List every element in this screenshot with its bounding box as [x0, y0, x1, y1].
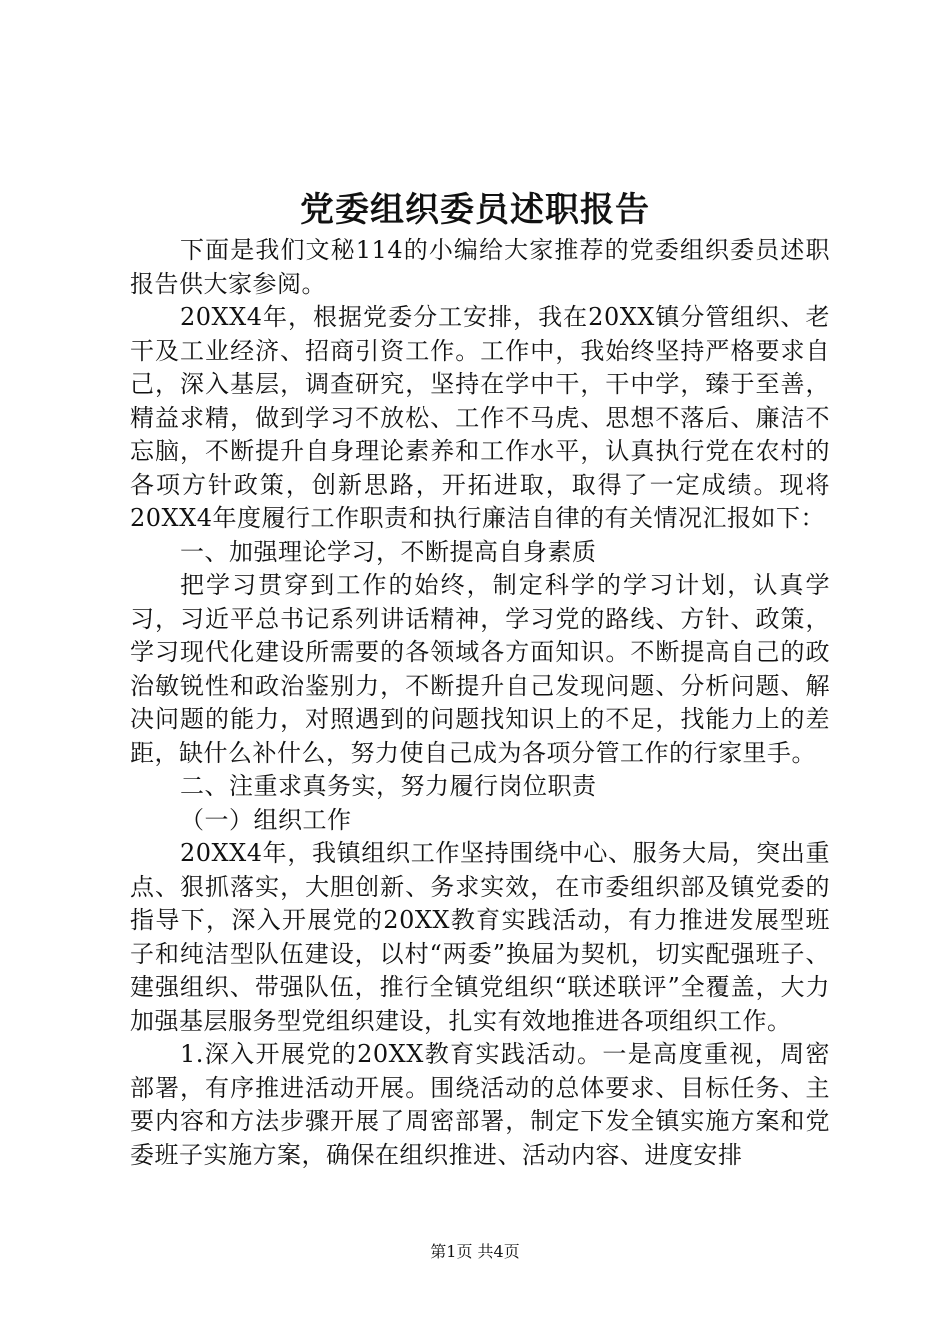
section-heading-1: 一、加强理论学习，不断提高自身素质 [180, 537, 597, 566]
section-heading-2: 二、注重求真务实，努力履行岗位职责 [180, 772, 597, 800]
paragraph-overview: 20XX4年，根据党委分工安排，我在20XX镇分管组织、老干及工业经济、招商引资工作。工作中，我始终坚持严格要求自己，深入基层，调查研究，坚持在学中干，干中学，臻于至善，精益求精，做到学习不放松、工作不马虎、思想不落后、廉洁不忘脑，不断提升自身理论素养和工作水平，认真执行党在农村的各项方针政策，创新思路，开拓进取，取得了一定成绩。现将20XX4年度履行工作职责和执行廉洁自律的有关情况汇报如下： [130, 303, 830, 532]
subsection-heading: （一）组织工作 [180, 805, 352, 834]
paragraph-organization-work: 20XX4年，我镇组织工作坚持围绕中心、服务大局，突出重点、狠抓落实，大胆创新、务求实效，在市委组织部及镇党委的指导下，深入开展党的20XX教育实践活动，有力推进发展型班子和纯洁型队伍建设，以村“两委”换届为契机，切实配强班子、建强组织、带强队伍，推行全镇党组织“联述联评”全覆盖，大力加强基层服务型党组织建设，扎实有效地推进各项组织工作。 [130, 839, 830, 1035]
paragraph-item-1: 1.深入开展党的20XX教育实践活动。一是高度重视，周密部署，有序推进活动开展。围绕活动的总体要求、目标任务、主要内容和方法步骤开展了周密部署，制定下发全镇实施方案和党委班子实施方案，确保在组织推进、活动内容、进度安排 [130, 1040, 830, 1169]
document-body [130, 234, 830, 1172]
paragraph-intro: 下面是我们文秘114的小编给大家推荐的党委组织委员述职报告供大家参阅。 [130, 236, 830, 298]
document-title: 党委组织委员述职报告 [300, 190, 650, 230]
page-footer: 第1页 共4页 [430, 1242, 520, 1261]
paragraph-study: 把学习贯穿到工作的始终，制定科学的学习计划，认真学习，习近平总书记系列讲话精神，学习党的路线、方针、政策，学习现代化建设所需要的各领域各方面知识。不断提高自己的政治敏锐性和政治鉴别力，不断提升自己发现问题、分析问题、解决问题的能力，对照遇到的问题找知识上的不足，找能力上的差距，缺什么补什么，努力使自己成为各项分管工作的行家里手。 [130, 571, 830, 767]
